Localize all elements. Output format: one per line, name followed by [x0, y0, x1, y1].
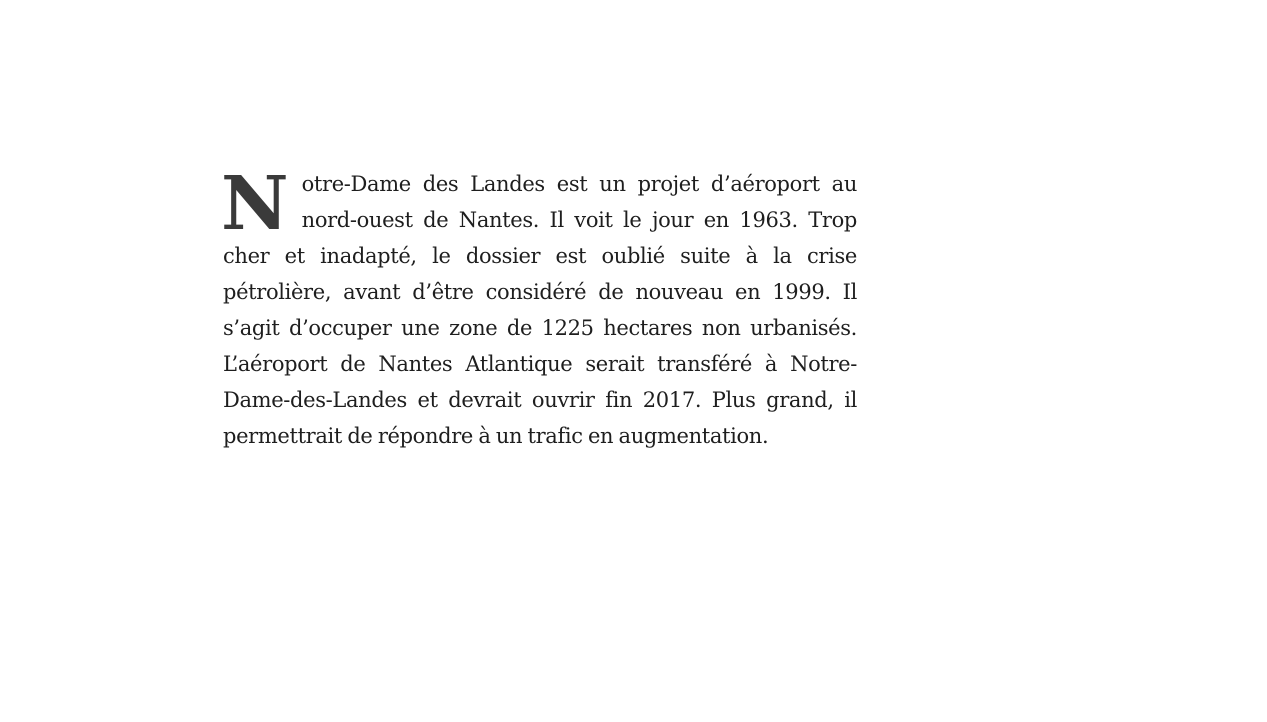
drop-cap: N [221, 161, 289, 247]
article-body-text: otre-Dame des Landes est un projet d’aéroport au nord-ouest de Nantes. Il voit le jour en 1963. Trop cher et inadapté, le dossier est oublié suite à la crise pétrolière, avant d’être considéré de nouveau en 1999. Il s’agit d’occuper une zone de 1225 hectares non urbanisés. L’aéroport de Nantes Atlantique serait transféré à Notre-Dame-des-Landes et devrait ouvrir fin 2017. Plus grand, il permettrait de répondre à un trafic en augmentation. [223, 172, 857, 448]
article-paragraph [221, 161, 857, 454]
